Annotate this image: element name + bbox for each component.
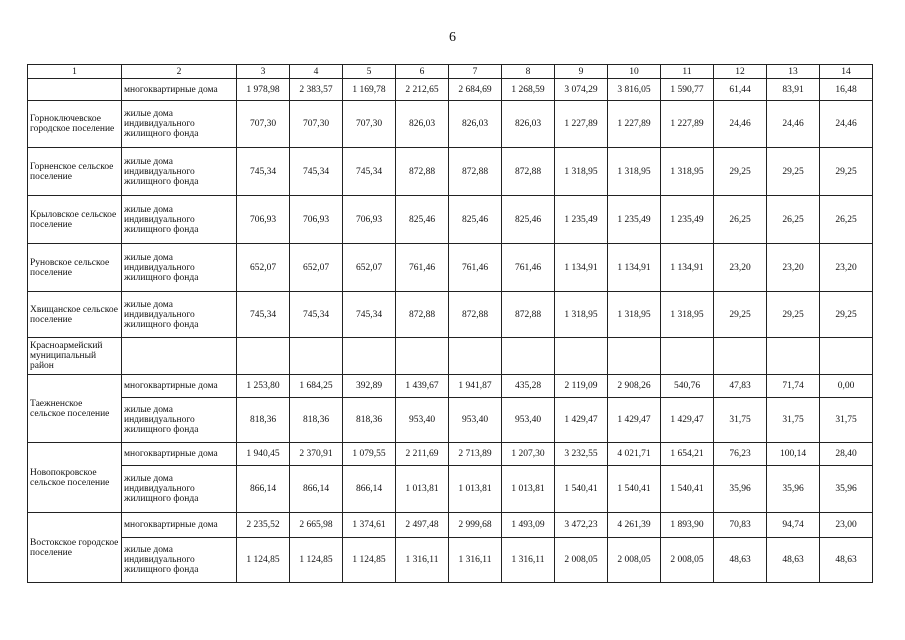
value-cell: 1 540,41 bbox=[661, 466, 714, 513]
value-cell: 1 227,89 bbox=[661, 101, 714, 148]
value-cell: 70,83 bbox=[714, 513, 767, 538]
settlement-name: Таежненское сельское поселение bbox=[28, 375, 122, 443]
column-header: 5 bbox=[343, 65, 396, 79]
value-cell: 1 268,59 bbox=[502, 79, 555, 101]
value-cell: 23,20 bbox=[820, 244, 873, 292]
district-name: Красноармейский муниципальный район bbox=[28, 338, 122, 375]
value-cell: 31,75 bbox=[767, 398, 820, 443]
value-cell: 2 383,57 bbox=[290, 79, 343, 101]
value-cell: 745,34 bbox=[343, 148, 396, 196]
value-cell: 707,30 bbox=[237, 101, 290, 148]
value-cell: 953,40 bbox=[502, 398, 555, 443]
value-cell: 825,46 bbox=[396, 196, 449, 244]
housing-type-cell: жилые дома индивидуального жилищного фонда bbox=[122, 466, 237, 513]
housing-type-cell: многоквартирные дома bbox=[122, 79, 237, 101]
value-cell: 1 318,95 bbox=[661, 292, 714, 338]
column-header: 2 bbox=[122, 65, 237, 79]
value-cell: 745,34 bbox=[237, 292, 290, 338]
value-cell: 23,20 bbox=[767, 244, 820, 292]
value-cell: 435,28 bbox=[502, 375, 555, 398]
value-cell: 1 684,25 bbox=[290, 375, 343, 398]
value-cell: 29,25 bbox=[714, 292, 767, 338]
value-cell: 825,46 bbox=[502, 196, 555, 244]
value-cell: 29,25 bbox=[767, 292, 820, 338]
settlement-name: Крыловское сельское поселение bbox=[28, 196, 122, 244]
housing-type-cell: жилые дома индивидуального жилищного фонда bbox=[122, 101, 237, 148]
table-body bbox=[28, 65, 873, 583]
value-cell: 706,93 bbox=[343, 196, 396, 244]
value-cell: 1 540,41 bbox=[608, 466, 661, 513]
value-cell: 540,76 bbox=[661, 375, 714, 398]
value-cell: 872,88 bbox=[449, 148, 502, 196]
value-cell: 1 316,11 bbox=[396, 538, 449, 583]
value-cell: 706,93 bbox=[237, 196, 290, 244]
value-cell: 818,36 bbox=[237, 398, 290, 443]
value-cell: 1 318,95 bbox=[608, 292, 661, 338]
value-cell: 61,44 bbox=[714, 79, 767, 101]
value-cell: 1 978,98 bbox=[237, 79, 290, 101]
column-header: 4 bbox=[290, 65, 343, 79]
table-row bbox=[28, 101, 873, 148]
empty-cell bbox=[122, 338, 237, 375]
empty-cell bbox=[343, 338, 396, 375]
value-cell: 652,07 bbox=[290, 244, 343, 292]
value-cell: 2 008,05 bbox=[608, 538, 661, 583]
value-cell: 1 318,95 bbox=[661, 148, 714, 196]
value-cell: 745,34 bbox=[343, 292, 396, 338]
value-cell: 1 493,09 bbox=[502, 513, 555, 538]
column-header: 1 bbox=[28, 65, 122, 79]
value-cell: 3 232,55 bbox=[555, 443, 608, 466]
value-cell: 35,96 bbox=[820, 466, 873, 513]
value-cell: 2 370,91 bbox=[290, 443, 343, 466]
value-cell: 1 374,61 bbox=[343, 513, 396, 538]
value-cell: 35,96 bbox=[714, 466, 767, 513]
value-cell: 24,46 bbox=[767, 101, 820, 148]
column-header: 13 bbox=[767, 65, 820, 79]
housing-type-cell: многоквартирные дома bbox=[122, 375, 237, 398]
column-header: 12 bbox=[714, 65, 767, 79]
value-cell: 94,74 bbox=[767, 513, 820, 538]
tariff-table bbox=[27, 64, 873, 583]
value-cell: 2 684,69 bbox=[449, 79, 502, 101]
settlement-name: Новопокровское сельское поселение bbox=[28, 443, 122, 513]
value-cell: 1 134,91 bbox=[661, 244, 714, 292]
value-cell: 1 429,47 bbox=[661, 398, 714, 443]
value-cell: 48,63 bbox=[767, 538, 820, 583]
column-header: 6 bbox=[396, 65, 449, 79]
value-cell: 866,14 bbox=[343, 466, 396, 513]
value-cell: 24,46 bbox=[714, 101, 767, 148]
value-cell: 48,63 bbox=[714, 538, 767, 583]
value-cell: 3 816,05 bbox=[608, 79, 661, 101]
value-cell: 2 235,52 bbox=[237, 513, 290, 538]
value-cell: 16,48 bbox=[820, 79, 873, 101]
column-header: 8 bbox=[502, 65, 555, 79]
value-cell: 826,03 bbox=[396, 101, 449, 148]
empty-cell bbox=[767, 338, 820, 375]
column-header: 10 bbox=[608, 65, 661, 79]
value-cell: 826,03 bbox=[449, 101, 502, 148]
value-cell: 818,36 bbox=[343, 398, 396, 443]
value-cell: 1 124,85 bbox=[343, 538, 396, 583]
column-header: 7 bbox=[449, 65, 502, 79]
value-cell: 4 021,71 bbox=[608, 443, 661, 466]
value-cell: 2 008,05 bbox=[555, 538, 608, 583]
value-cell: 2 119,09 bbox=[555, 375, 608, 398]
empty-cell bbox=[555, 338, 608, 375]
value-cell: 76,23 bbox=[714, 443, 767, 466]
value-cell: 2 212,65 bbox=[396, 79, 449, 101]
value-cell: 1 227,89 bbox=[608, 101, 661, 148]
value-cell: 1 318,95 bbox=[555, 292, 608, 338]
value-cell: 1 207,30 bbox=[502, 443, 555, 466]
empty-cell bbox=[502, 338, 555, 375]
value-cell: 1 235,49 bbox=[661, 196, 714, 244]
table-row bbox=[28, 443, 873, 466]
value-cell: 2 497,48 bbox=[396, 513, 449, 538]
value-cell: 1 316,11 bbox=[502, 538, 555, 583]
table-row bbox=[28, 196, 873, 244]
value-cell: 83,91 bbox=[767, 79, 820, 101]
table-row bbox=[28, 466, 873, 513]
housing-type-cell: жилые дома индивидуального жилищного фонда bbox=[122, 148, 237, 196]
value-cell: 825,46 bbox=[449, 196, 502, 244]
value-cell: 866,14 bbox=[290, 466, 343, 513]
empty-cell bbox=[714, 338, 767, 375]
value-cell: 1 079,55 bbox=[343, 443, 396, 466]
empty-cell bbox=[820, 338, 873, 375]
housing-type-cell: жилые дома индивидуального жилищного фонда bbox=[122, 196, 237, 244]
value-cell: 745,34 bbox=[290, 148, 343, 196]
value-cell: 761,46 bbox=[502, 244, 555, 292]
value-cell: 29,25 bbox=[820, 292, 873, 338]
value-cell: 1 439,67 bbox=[396, 375, 449, 398]
value-cell: 872,88 bbox=[396, 148, 449, 196]
table-row bbox=[28, 338, 873, 375]
value-cell: 2 665,98 bbox=[290, 513, 343, 538]
value-cell: 3 074,29 bbox=[555, 79, 608, 101]
value-cell: 1 429,47 bbox=[608, 398, 661, 443]
value-cell: 1 013,81 bbox=[502, 466, 555, 513]
value-cell: 872,88 bbox=[449, 292, 502, 338]
value-cell: 1 318,95 bbox=[555, 148, 608, 196]
value-cell: 1 134,91 bbox=[608, 244, 661, 292]
value-cell: 1 134,91 bbox=[555, 244, 608, 292]
value-cell: 1 169,78 bbox=[343, 79, 396, 101]
value-cell: 866,14 bbox=[237, 466, 290, 513]
empty-cell bbox=[608, 338, 661, 375]
value-cell: 2 999,68 bbox=[449, 513, 502, 538]
value-cell: 761,46 bbox=[396, 244, 449, 292]
settlement-name: Горноключевское городское поселение bbox=[28, 101, 122, 148]
value-cell: 1 124,85 bbox=[290, 538, 343, 583]
value-cell: 47,83 bbox=[714, 375, 767, 398]
value-cell: 31,75 bbox=[820, 398, 873, 443]
table-row bbox=[28, 513, 873, 538]
value-cell: 872,88 bbox=[502, 148, 555, 196]
value-cell: 707,30 bbox=[343, 101, 396, 148]
empty-cell bbox=[449, 338, 502, 375]
value-cell: 1 253,80 bbox=[237, 375, 290, 398]
housing-type-cell: жилые дома индивидуального жилищного фонда bbox=[122, 244, 237, 292]
value-cell: 31,75 bbox=[714, 398, 767, 443]
value-cell: 1 013,81 bbox=[396, 466, 449, 513]
value-cell: 745,34 bbox=[237, 148, 290, 196]
value-cell: 24,46 bbox=[820, 101, 873, 148]
value-cell: 1 318,95 bbox=[608, 148, 661, 196]
value-cell: 1 590,77 bbox=[661, 79, 714, 101]
value-cell: 1 940,45 bbox=[237, 443, 290, 466]
value-cell: 1 654,21 bbox=[661, 443, 714, 466]
value-cell: 23,20 bbox=[714, 244, 767, 292]
value-cell: 1 941,87 bbox=[449, 375, 502, 398]
value-cell: 872,88 bbox=[502, 292, 555, 338]
value-cell: 2 008,05 bbox=[661, 538, 714, 583]
value-cell: 707,30 bbox=[290, 101, 343, 148]
empty-cell bbox=[661, 338, 714, 375]
value-cell: 29,25 bbox=[714, 148, 767, 196]
housing-type-cell: жилые дома индивидуального жилищного фонда bbox=[122, 292, 237, 338]
value-cell: 1 013,81 bbox=[449, 466, 502, 513]
value-cell: 1 316,11 bbox=[449, 538, 502, 583]
value-cell: 1 227,89 bbox=[555, 101, 608, 148]
value-cell: 1 893,90 bbox=[661, 513, 714, 538]
page-number: 6 bbox=[449, 30, 456, 45]
table-row bbox=[28, 244, 873, 292]
column-header: 14 bbox=[820, 65, 873, 79]
value-cell: 652,07 bbox=[343, 244, 396, 292]
value-cell: 1 540,41 bbox=[555, 466, 608, 513]
column-header: 11 bbox=[661, 65, 714, 79]
value-cell: 26,25 bbox=[820, 196, 873, 244]
value-cell: 100,14 bbox=[767, 443, 820, 466]
value-cell: 0,00 bbox=[820, 375, 873, 398]
table-row bbox=[28, 79, 873, 101]
value-cell: 71,74 bbox=[767, 375, 820, 398]
value-cell: 26,25 bbox=[714, 196, 767, 244]
value-cell: 26,25 bbox=[767, 196, 820, 244]
value-cell: 3 472,23 bbox=[555, 513, 608, 538]
table-row bbox=[28, 538, 873, 583]
value-cell: 953,40 bbox=[396, 398, 449, 443]
value-cell: 2 211,69 bbox=[396, 443, 449, 466]
value-cell: 745,34 bbox=[290, 292, 343, 338]
value-cell: 392,89 bbox=[343, 375, 396, 398]
table-row bbox=[28, 375, 873, 398]
value-cell: 2 713,89 bbox=[449, 443, 502, 466]
settlement-name: Горненское сельское поселение bbox=[28, 148, 122, 196]
value-cell: 48,63 bbox=[820, 538, 873, 583]
column-header: 3 bbox=[237, 65, 290, 79]
value-cell: 872,88 bbox=[396, 292, 449, 338]
settlement-name: Руновское сельское поселение bbox=[28, 244, 122, 292]
housing-type-cell: жилые дома индивидуального жилищного фонда bbox=[122, 538, 237, 583]
value-cell: 1 124,85 bbox=[237, 538, 290, 583]
table-row bbox=[28, 398, 873, 443]
value-cell: 1 235,49 bbox=[608, 196, 661, 244]
housing-type-cell: жилые дома индивидуального жилищного фонда bbox=[122, 398, 237, 443]
housing-type-cell: многоквартирные дома bbox=[122, 443, 237, 466]
value-cell: 761,46 bbox=[449, 244, 502, 292]
empty-cell bbox=[290, 338, 343, 375]
table-row bbox=[28, 148, 873, 196]
settlement-name: Хвищанское сельское поселение bbox=[28, 292, 122, 338]
value-cell: 652,07 bbox=[237, 244, 290, 292]
table-row bbox=[28, 292, 873, 338]
value-cell: 29,25 bbox=[820, 148, 873, 196]
settlement-name: Востокское городское поселение bbox=[28, 513, 122, 583]
value-cell: 35,96 bbox=[767, 466, 820, 513]
value-cell: 2 908,26 bbox=[608, 375, 661, 398]
value-cell: 29,25 bbox=[767, 148, 820, 196]
settlement-cell bbox=[28, 79, 122, 101]
value-cell: 1 235,49 bbox=[555, 196, 608, 244]
housing-type-cell: многоквартирные дома bbox=[122, 513, 237, 538]
value-cell: 1 429,47 bbox=[555, 398, 608, 443]
empty-cell bbox=[237, 338, 290, 375]
value-cell: 818,36 bbox=[290, 398, 343, 443]
value-cell: 4 261,39 bbox=[608, 513, 661, 538]
empty-cell bbox=[396, 338, 449, 375]
value-cell: 826,03 bbox=[502, 101, 555, 148]
column-header: 9 bbox=[555, 65, 608, 79]
value-cell: 953,40 bbox=[449, 398, 502, 443]
value-cell: 23,00 bbox=[820, 513, 873, 538]
header-row bbox=[28, 65, 873, 79]
value-cell: 28,40 bbox=[820, 443, 873, 466]
value-cell: 706,93 bbox=[290, 196, 343, 244]
